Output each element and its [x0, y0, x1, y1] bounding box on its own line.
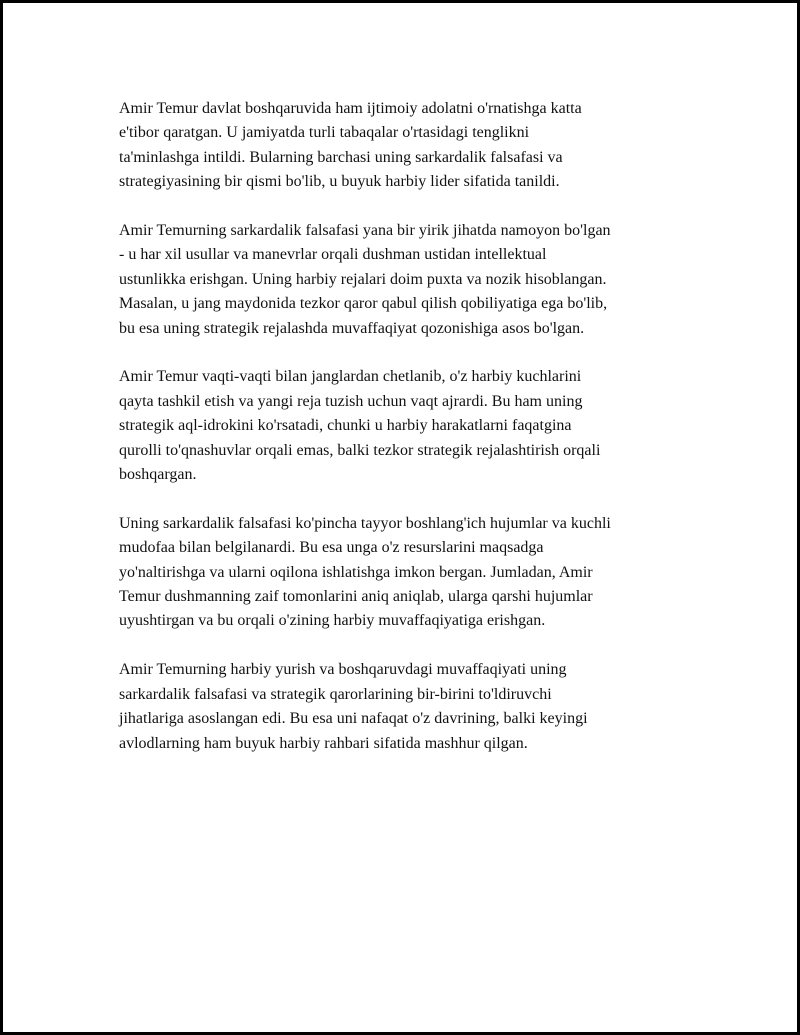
paragraph-2: Amir Temurning sarkardalik falsafasi yana bir yirik jihatda namoyon bo'lgan - u har xil usullar va manevrlar orqali dushman ustidan intellektual ustunlikka erishgan. Uning harbiy rejalari doim puxta va nozik hisoblangan. Masalan, u jang maydonida tezkor qaror qabul qilish qobiliyatiga ega bo'lib, bu esa uning strategik rejalashda muvaffaqiyat qozonishiga asos bo'lgan. [119, 222, 611, 337]
paragraph-4: Uning sarkardalik falsafasi ko'pincha tayyor boshlang'ich hujumlar va kuchli mudofaa bilan belgilanardi. Bu esa unga o'z resurslarini maqsadga yo'naltirishga va ularni oqilona ishlatishga imkon bergan. Jumladan, Amir Temur dushmanning zaif tomonlarini aniq aniqlab, ularga qarshi hujumlar uyushtirgan va bu orqali o'zining harbiy muvaffaqiyatiga erishgan. [119, 514, 611, 630]
paragraph-5: Amir Temurning harbiy yurish va boshqaruvdagi muvaffaqiyati uning sarkardalik falsafasi va strategik qarorlarining bir-birini to'ldiruvchi jihatlariga asoslangan edi. Bu esa uni nafaqat o'z davrining, balki keyingi avlodlarning ham buyuk harbiy rahbari sifatida mashhur qilgan. [119, 661, 588, 752]
document-body [119, 97, 693, 780]
paragraph-3: Amir Temur vaqti-vaqti bilan janglardan chetlanib, o'z harbiy kuchlarini qayta tashkil etish va yangi reja tuzish uchun vaqt ajrardi. Bu ham uning strategik aql-idrokini ko'rsatadi, chunki u harbiy harakatlarni faqatgina qurolli to'qnashuvlar orqali emas, balki tezkor strategik rejalashtirish orqali boshqargan. [119, 368, 601, 484]
paragraph-1: Amir Temur davlat boshqaruvida ham ijtimoiy adolatni o'rnatishga katta e'tibor qaratgan. U jamiyatda turli tabaqalar o'rtasidagi tenglikni ta'minlashga intildi. Bularning barchasi uning sarkardalik falsafasi va strategiyasining bir qismi bo'lib, u buyuk harbiy lider sifatida tanildi. [119, 100, 582, 191]
